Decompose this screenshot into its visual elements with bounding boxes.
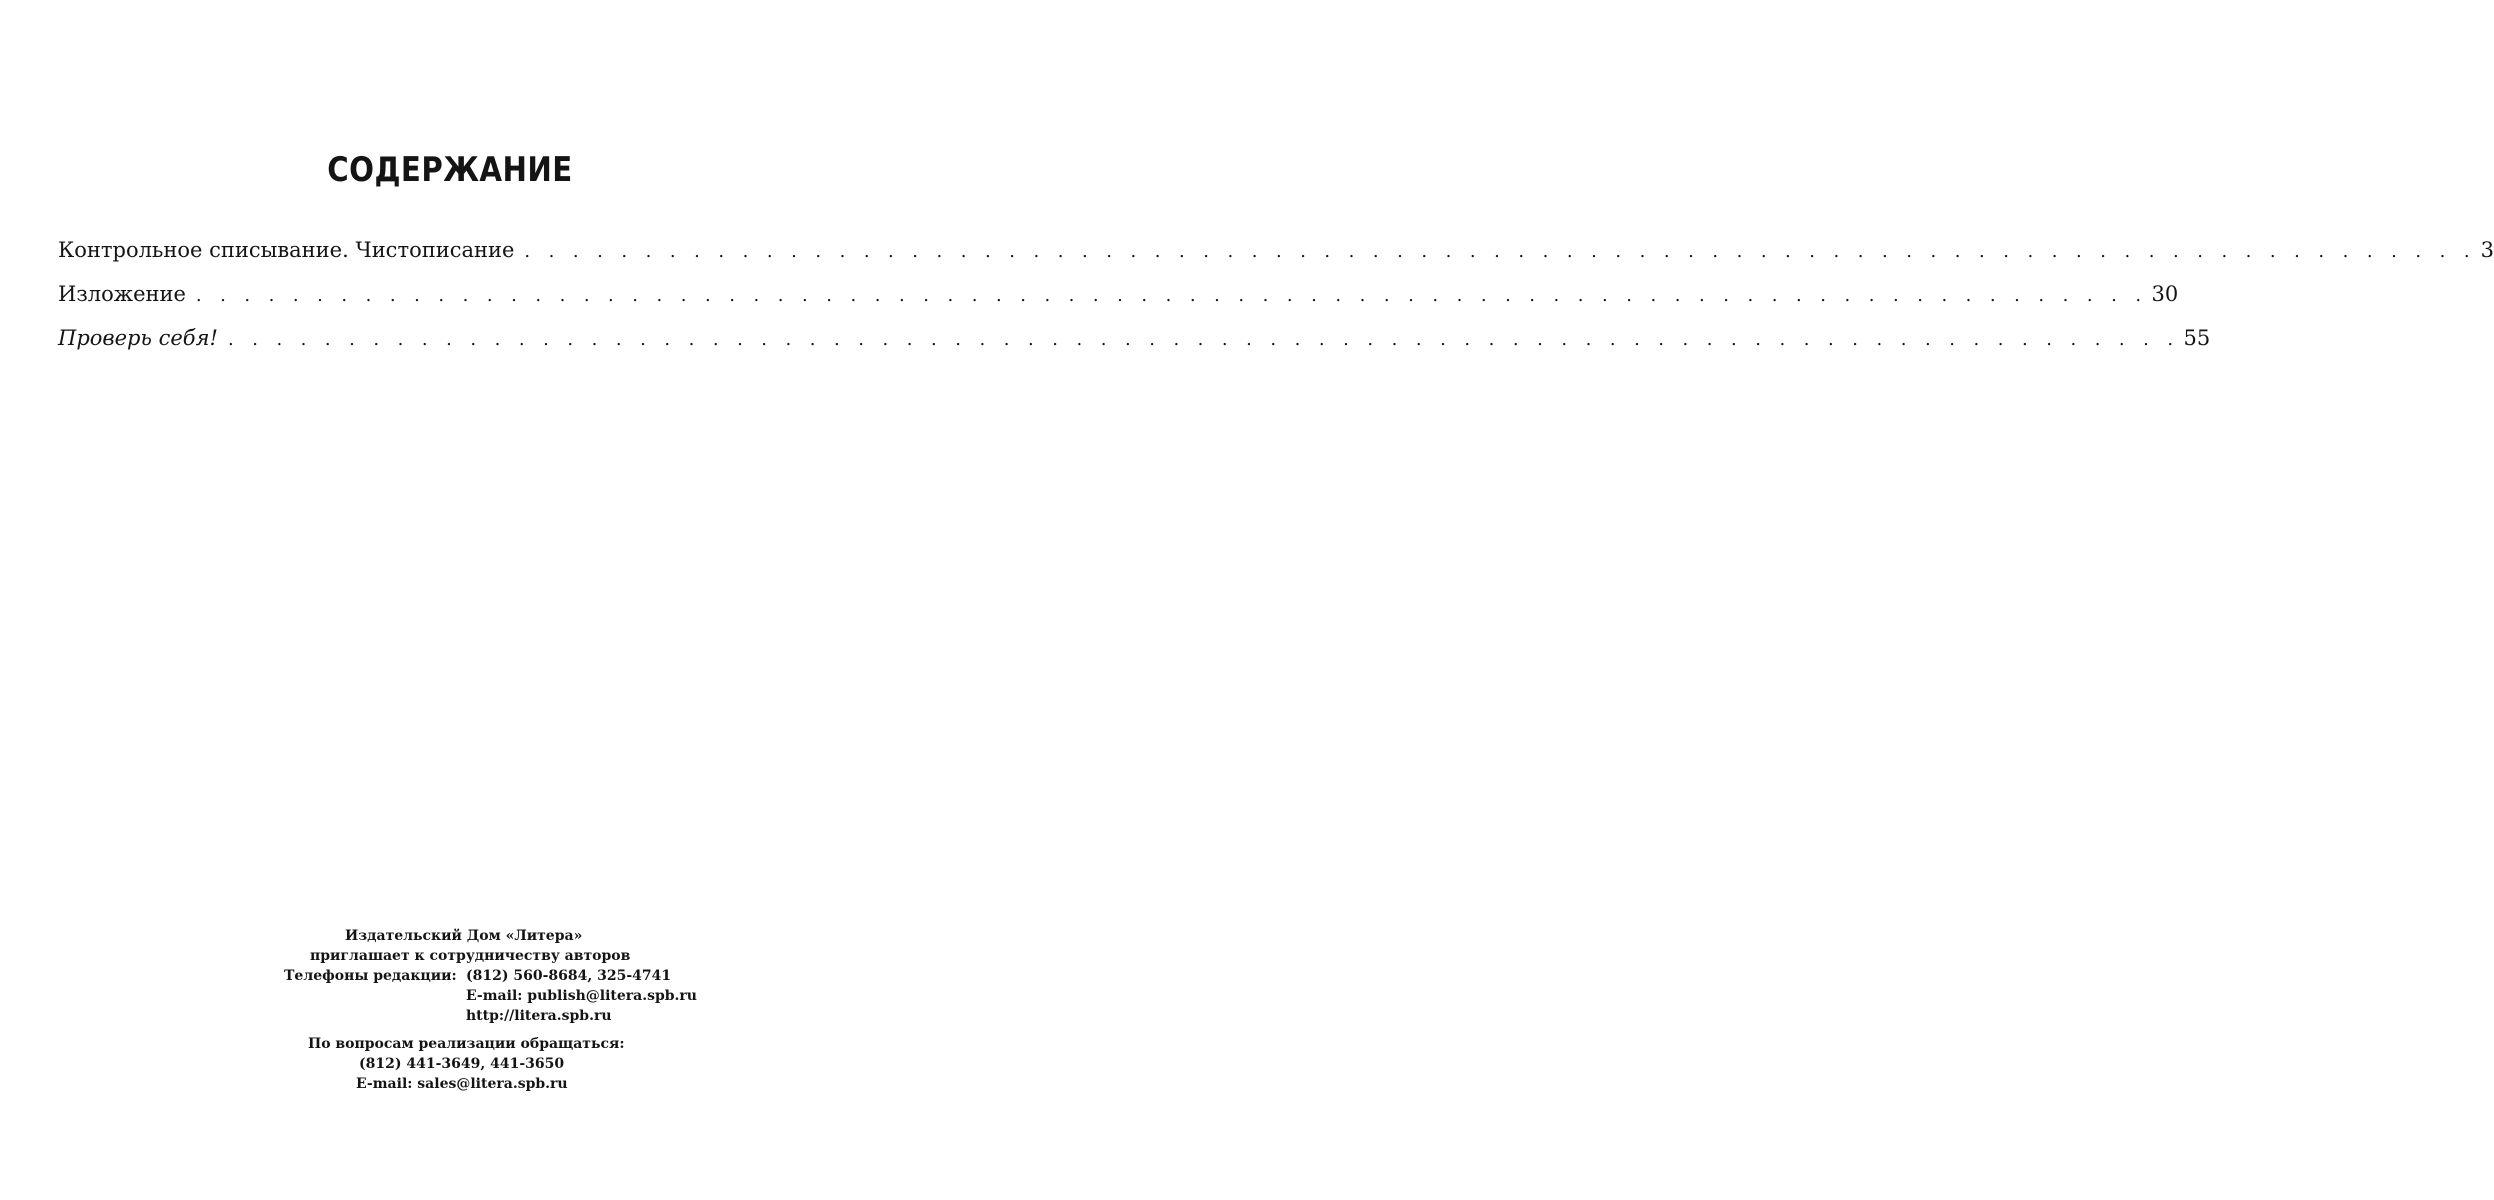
toc-page-number: 3	[2480, 238, 2494, 262]
toc-page-number: 55	[2183, 326, 2211, 350]
table-of-contents	[58, 238, 2494, 370]
imprint-phones-value: (812) 560-8684, 325-4741	[466, 968, 672, 984]
imprint-sales-email: E-mail: sales@litera.spb.ru	[356, 1076, 568, 1092]
imprint-invite: приглашает к сотрудничеству авторов	[310, 948, 631, 964]
imprint-website: http://litera.spb.ru	[466, 1008, 612, 1024]
toc-page-number: 30	[2151, 282, 2179, 306]
toc-dot-leader: . . . . . . . . . . . . . . . . . . . . . . . . . . . . . . . . . . . . . . . . . . . . . . . . . . . . . . . . . . . . . . . . . . . . . . . . . . . . . . . . .	[227, 329, 2180, 350]
imprint-sales-label: По вопросам реализации обращаться:	[308, 1036, 625, 1052]
toc-entry	[58, 326, 2211, 370]
toc-dot-leader: . . . . . . . . . . . . . . . . . . . . . . . . . . . . . . . . . . . . . . . . . . . . . . . . . . . . . . . . . . . . . . . . . . . . . . . . . . . . . . . . .	[524, 241, 2476, 262]
toc-entry-label: Изложение	[58, 282, 186, 306]
toc-entry	[58, 238, 2494, 282]
toc-dot-leader: . . . . . . . . . . . . . . . . . . . . . . . . . . . . . . . . . . . . . . . . . . . . . . . . . . . . . . . . . . . . . . . . . . . . . . . . . . . . . . . . .	[195, 285, 2148, 306]
page-title: СОДЕРЖАНИЕ	[327, 150, 573, 190]
imprint-sales-phones: (812) 441-3649, 441-3650	[359, 1056, 565, 1072]
toc-entry-label: Проверь себя!	[58, 326, 218, 350]
toc-entry-label: Контрольное списывание. Чистописание	[58, 238, 515, 262]
toc-entry	[58, 282, 2179, 326]
imprint-phones-label: Телефоны редакции:	[284, 968, 457, 984]
imprint-email: E-mail: publish@litera.spb.ru	[466, 988, 697, 1004]
imprint-publisher: Издательский Дом «Литера»	[345, 928, 583, 944]
